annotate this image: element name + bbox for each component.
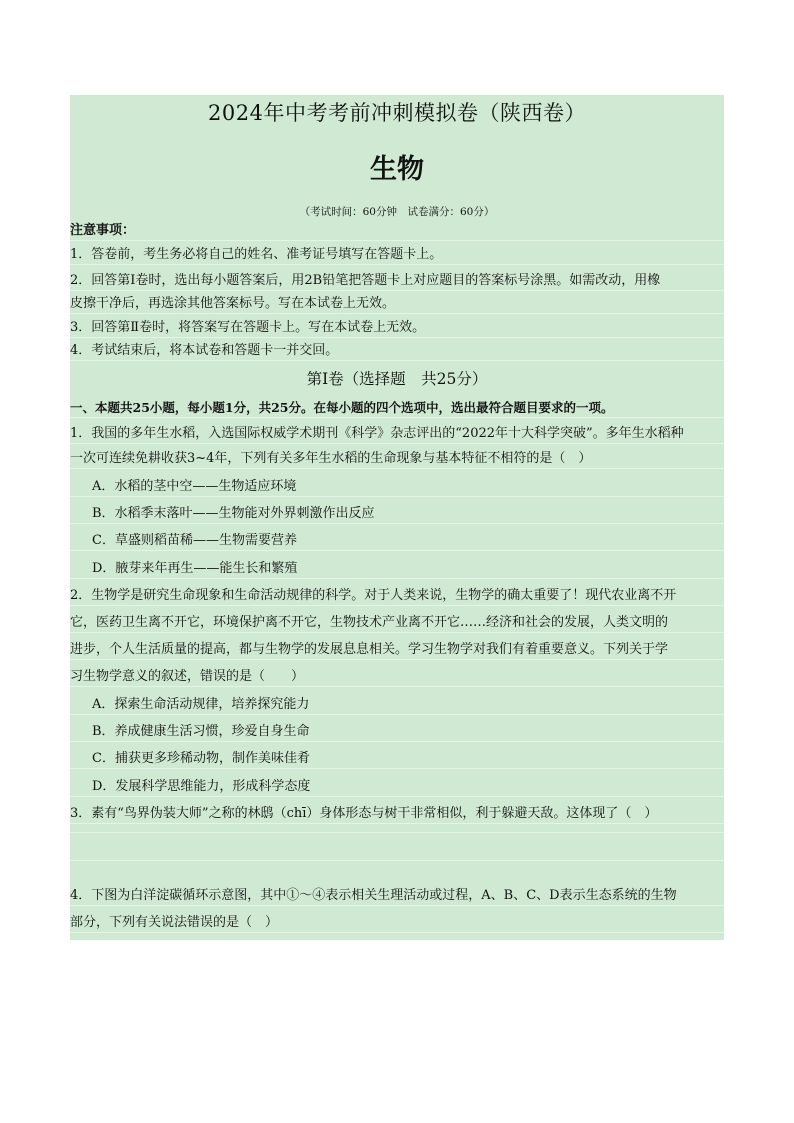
notice-item-2-cont: 皮擦干净后，再选涂其他答案标号。写在本试卷上无效。 <box>70 295 724 314</box>
q2-stem-line-2: 它，医药卫生离不开它，环境保护离不开它，生物技术产业离不开它……经济和社会的发展，人类文明的 <box>70 614 724 633</box>
notice-item-4: 4．考试结束后，将本试卷和答题卡一并交回。 <box>70 342 724 361</box>
q1-option-d: D．腋芽来年再生——能生长和繁殖 <box>70 560 724 579</box>
subject-title: 生物 <box>370 154 424 185</box>
notice-heading: 注意事项： <box>70 222 724 241</box>
notice-item-1: 1．答卷前，考生务必将自己的姓名、准考证号填写在答题卡上。 <box>70 246 724 265</box>
notice-item-2: 2．回答第Ⅰ卷时，选出每小题答案后，用2B铅笔把答题卡上对应题目的答案标号涂黑。如需改动，用橡 <box>70 272 724 291</box>
q3-options-row-2 <box>70 860 724 861</box>
q4-stem-line-2: 部分，下列有关说法错误的是（ ） <box>70 914 724 933</box>
section-title: 第Ⅰ卷（选择题 共25分） <box>306 370 488 388</box>
q3-option-d <box>348 860 449 861</box>
q2-option-d: D．发展科学思维能力，形成科学态度 <box>70 778 724 797</box>
q3-option-a <box>92 832 192 833</box>
q3-option-b <box>348 832 449 833</box>
q1-option-b: B．水稻季末落叶——生物能对外界刺激作出反应 <box>70 505 724 524</box>
q2-option-c: C．捕获更多珍稀动物，制作美味佳肴 <box>70 750 724 769</box>
q4-stem-line-1: 4．下图为白洋淀碳循环示意图，其中①～④表示相关生理活动或过程，A、B、C、D表示生态系统的生物 <box>70 887 724 906</box>
q1-option-c: C．草盛则稻苗稀——生物需要营养 <box>70 532 724 551</box>
q3-option-c <box>92 860 193 861</box>
notice-item-3: 3．回答第Ⅱ卷时，将答案写在答题卡上。写在本试卷上无效。 <box>70 319 724 338</box>
q3-options-row-1 <box>70 832 724 833</box>
q2-stem-line-4: 习生物学意义的叙述，错误的是（ ） <box>70 668 724 687</box>
q1-option-a: A．水稻的茎中空——生物适应环境 <box>70 478 724 497</box>
q1-stem-line-1: 1．我国的多年生水稻，入选国际权威学术期刊《科学》杂志评出的“2022年十大科学突破”。多年生水稻种 <box>70 425 724 444</box>
q3-stem: 3．素有“鸟界伪装大师”之称的林鸱（chī）身体形态与树干非常相似，利于躲避天敌。这体现了（ ） <box>70 805 724 824</box>
q2-option-a: A．探索生命活动规律，培养探究能力 <box>70 696 724 715</box>
exam-title: 2024年中考考前冲刺模拟卷（陕西卷） <box>208 101 586 125</box>
q2-stem-line-3: 进步，个人生活质量的提高，都与生物学的发展息息相关。学习生物学对我们有着重要意义。下列关于学 <box>70 641 724 660</box>
exam-info: （考试时间：60分钟 试卷满分：60分） <box>299 206 495 218</box>
q2-stem-line-1: 2．生物学是研究生命现象和生命活动规律的科学。对于人类来说，生物学的确太重要了！现代农业离不开 <box>70 587 724 606</box>
q1-stem-line-2: 一次可连续免耕收获3~4年，下列有关多年生水稻的生命现象与基本特征不相符的是（ ） <box>70 450 724 469</box>
section-instruction: 一、本题共25小题，每小题1分，共25分。在每小题的四个选项中，选出最符合题目要求的一项。 <box>70 399 724 418</box>
q2-option-b: B．养成健康生活习惯，珍爱自身生命 <box>70 723 724 742</box>
